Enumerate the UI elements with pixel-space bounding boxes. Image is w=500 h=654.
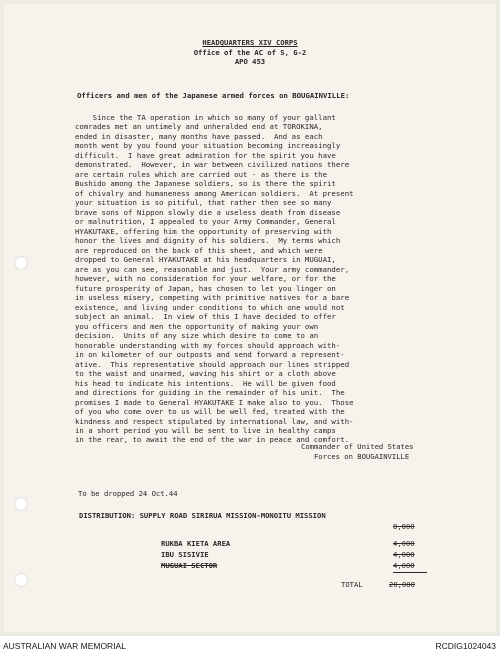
body-line: are certain rules which are carried out - as there is the bbox=[75, 169, 328, 179]
body-line: dropped to General HYAKUTAKE at his headquarters in MUGUAI, bbox=[75, 255, 336, 265]
header-line-2: Office of the AC of S, G-2 bbox=[193, 47, 307, 57]
body-line: comrades met an untimely and unheralded end at TOROKINA, bbox=[75, 122, 323, 132]
footer-record-id: RCDIG1024043 bbox=[435, 641, 496, 651]
body-line: difficult. I have great admiration for the spirit you have bbox=[75, 150, 336, 160]
distribution-area-2: IBU SISIVIE bbox=[161, 550, 209, 559]
body-line: honorable understanding with my forces should approach with- bbox=[75, 340, 341, 350]
body-line: however, with no consideration for your welfare, or for the bbox=[75, 274, 336, 284]
body-line: in a short period you will be sent to live in healthy camps bbox=[75, 425, 336, 435]
body-line: are reproduced on the back of this sheet, and which were bbox=[75, 245, 323, 255]
body-line: are as you can see, reasonable and just. Your army commander, bbox=[75, 264, 350, 274]
body-line: or malnutrition, I appealed to your Army Commander, General bbox=[75, 217, 336, 227]
body-line: in on kilometer of our outposts and send forward a represent- bbox=[75, 350, 345, 360]
punch-hole bbox=[14, 256, 28, 270]
signature-line-1: Commander of United States bbox=[301, 442, 414, 451]
body-line: brave sons of Nippon slowly die a useless death from disease bbox=[75, 207, 341, 217]
body-line: his head to indicate his intentions. He will be given food bbox=[75, 378, 336, 388]
body-line: month went by you found your situation becoming increasingly bbox=[75, 141, 341, 151]
letter-body bbox=[75, 113, 354, 445]
distribution-area-3: MUGUAI SECTOR bbox=[161, 561, 218, 570]
distribution-label: DISTRIBUTION: SUPPLY ROAD SIRIRUA MISSION-MONOITU MISSION bbox=[79, 511, 326, 520]
distribution-first-qty: 8,000 bbox=[393, 522, 415, 531]
body-line: you officers and men the opportunity of making your own bbox=[75, 321, 319, 331]
body-line: in useless misery, competing with primitive natives for a bare bbox=[75, 293, 350, 303]
body-line: subject an animal. In view of this I have decided to offer bbox=[75, 312, 336, 322]
footer-archive-name: AUSTRALIAN WAR MEMORIAL bbox=[3, 641, 126, 651]
body-line: kindness and respect stipulated by international law, and with- bbox=[75, 416, 354, 426]
letterhead bbox=[0, 38, 500, 67]
drop-note: To be dropped 24 Oct.44 bbox=[78, 489, 178, 498]
distribution-qty-2: 4,000 bbox=[393, 550, 415, 559]
header-line-3: APO 453 bbox=[234, 57, 266, 66]
body-line: ative. This representative should approach our lines stripped bbox=[75, 359, 350, 369]
signature-block bbox=[301, 442, 414, 461]
distribution-area-1: RUKBA KIETA AREA bbox=[161, 539, 231, 548]
body-line: promises I made to General HYAKUTAKE I make also to you. Those bbox=[75, 397, 354, 407]
body-line: Bushido among the Japanese soldiers, so is there the spirit bbox=[75, 179, 336, 189]
punch-hole bbox=[14, 573, 28, 587]
body-line: ended in disaster, many months have passed. And as each bbox=[75, 131, 323, 141]
total-rule bbox=[393, 572, 427, 573]
distribution-qty-3: 4,000 bbox=[393, 561, 415, 570]
total-qty: 20,000 bbox=[389, 580, 415, 589]
signature-line-2: Forces on BOUGAINVILLE bbox=[301, 451, 410, 461]
header-line-1: HEADQUARTERS XIV CORPS bbox=[202, 38, 298, 47]
body-line: in the rear, to await the end of the war in peace and comfort. bbox=[75, 435, 350, 445]
body-line: of chivalry and humaneness among American soldiers. At present bbox=[75, 188, 354, 198]
body-line: honor the lives and dignity of his soldiers. My terms which bbox=[75, 236, 341, 246]
body-line: Since the TA operation in which so many of your gallant bbox=[75, 113, 336, 122]
distribution-qty-1: 4,000 bbox=[393, 539, 415, 548]
body-line: decision. Units of any size which desire to come to an bbox=[75, 331, 319, 341]
body-line: future prosperity of Japan, has chosen to let you linger on bbox=[75, 283, 336, 293]
body-line: demonstrated. However, in war between civilized nations there bbox=[75, 160, 350, 170]
salutation: Officers and men of the Japanese armed forces on BOUGAINVILLE: bbox=[77, 91, 350, 100]
body-line: existence, and living under conditions to which one would not bbox=[75, 302, 345, 312]
body-line: of you who come over to us will be well fed, treated with the bbox=[75, 407, 345, 417]
body-line: HYAKUTAKE, offering him the opportunity of preserving with bbox=[75, 226, 332, 236]
total-label: TOTAL bbox=[341, 580, 363, 589]
punch-hole bbox=[14, 497, 28, 511]
body-line: and directions for guiding in the remainder of his unit. The bbox=[75, 388, 345, 398]
body-line: to the waist and unarmed, waving his shirt or a cloth above bbox=[75, 369, 336, 379]
body-line: your situation is so pitiful, that rather then see so many bbox=[75, 198, 332, 208]
